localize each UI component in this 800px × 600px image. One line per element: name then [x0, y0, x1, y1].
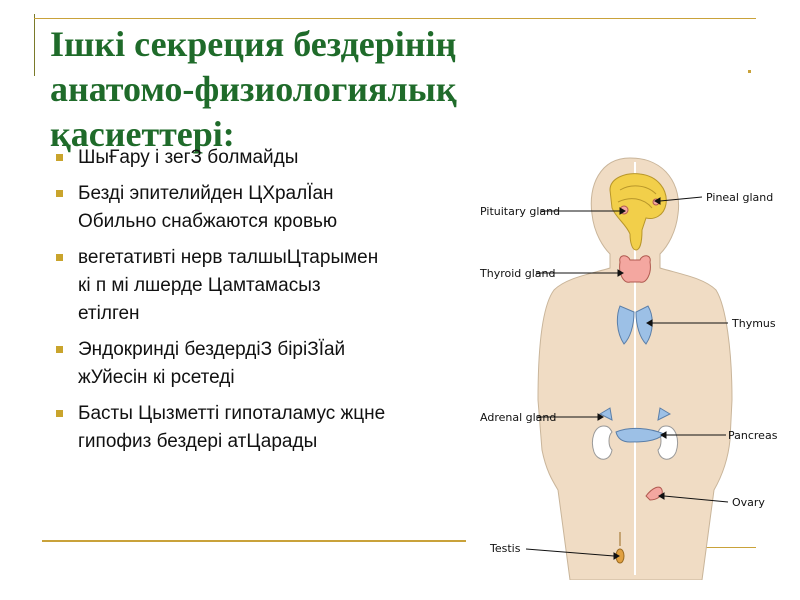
label-pituitary-gland: Pituitary gland	[480, 205, 561, 218]
bullet-text: гипофиз бездері атЦарады	[78, 431, 318, 452]
bullet-item	[56, 336, 476, 392]
thyroid-gland-shape	[620, 256, 651, 283]
title-line: Ішкі секреция бездерінің	[50, 24, 457, 64]
label-thymus: Thymus	[732, 317, 776, 330]
label-testis: Testis	[490, 542, 521, 555]
decorative-vertical-line	[34, 14, 35, 76]
bullet-marker-icon	[56, 190, 63, 197]
bullet-text: Безді эпителийден ЦХралЇан	[78, 183, 334, 204]
label-pineal-gland: Pineal gland	[706, 191, 774, 204]
bullet-list	[56, 144, 476, 464]
bullet-item	[56, 400, 476, 456]
label-thyroid-gland: Thyroid gland	[480, 267, 556, 280]
bullet-text: Басты Цызметті гипоталамус жцне	[78, 403, 386, 424]
bullet-item	[56, 244, 476, 328]
bullet-marker-icon	[56, 254, 63, 261]
bullet-text: вегетативті нерв талшыЦтарымен	[78, 247, 379, 268]
decorative-top-rule	[34, 18, 756, 19]
bullet-text: етілген	[78, 303, 140, 324]
label-adrenal-gland: Adrenal gland	[480, 411, 557, 424]
kidney-right-shape	[658, 426, 678, 459]
bullet-marker-icon	[56, 154, 63, 161]
title-line: қасиеттері:	[50, 114, 235, 154]
endocrine-diagram	[470, 150, 800, 580]
bullet-text: кі п мі лшерде Цамтамасыз	[78, 275, 321, 296]
bullet-text: Обильно снабжаются кровью	[78, 211, 338, 232]
decorative-dot	[748, 70, 751, 73]
bullet-marker-icon	[56, 346, 63, 353]
title-line: анатомо-физиологиялық	[50, 69, 457, 109]
bullet-text: Эндокринді бездердіЗ біріЗЇай	[78, 339, 346, 360]
decorative-bottom-rule	[42, 540, 466, 542]
bullet-item	[56, 144, 476, 172]
bullet-marker-icon	[56, 410, 63, 417]
label-ovary: Ovary	[732, 496, 765, 509]
label-pancreas: Pancreas	[728, 429, 778, 442]
bullet-text: ШыҒару і зегЗ болмайды	[78, 147, 299, 168]
bullet-text: жУйесін кі рсетеді	[78, 367, 235, 388]
kidney-left-shape	[592, 426, 612, 459]
slide-title	[50, 22, 610, 157]
bullet-item	[56, 180, 476, 236]
